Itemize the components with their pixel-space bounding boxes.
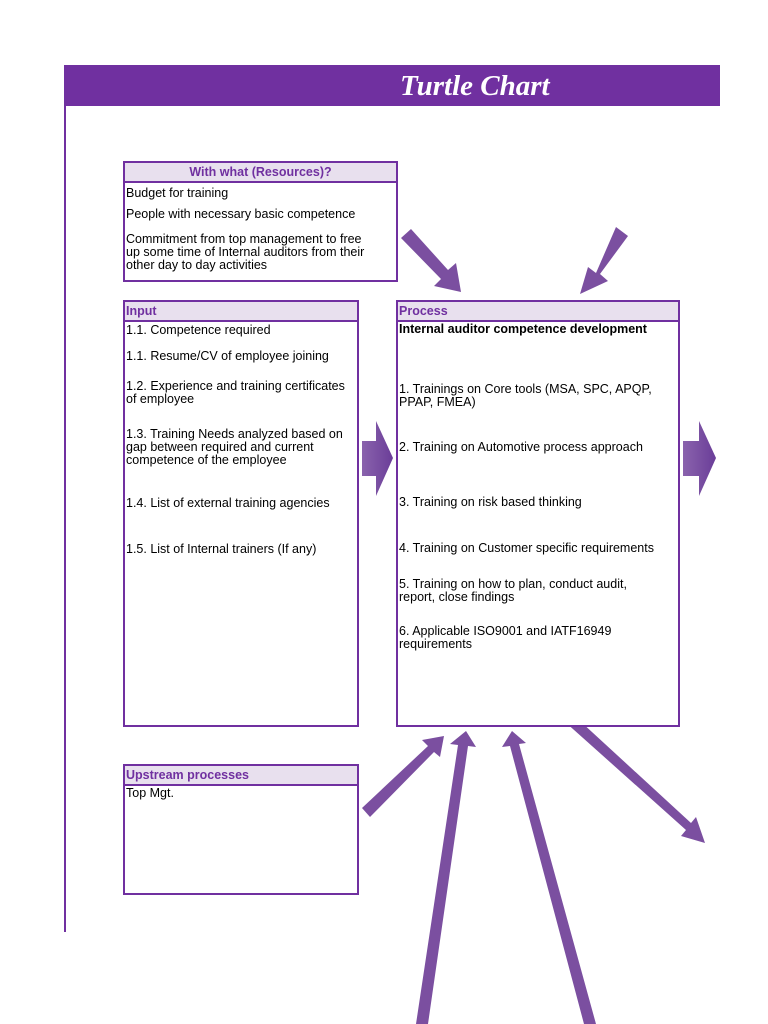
resources-item: Commitment from top management to free up some time of Internal auditors from their other day to day activities	[126, 232, 365, 272]
output-arrow	[683, 421, 716, 496]
input-item: 1.1. Resume/CV of employee joining	[126, 349, 329, 363]
input-item: 1.3. Training Needs analyzed based on gap between required and current competence of the employee	[126, 427, 343, 467]
upstream-header: Upstream processes	[125, 766, 357, 786]
input-header: Input	[125, 302, 357, 322]
input-item: 1.4. List of external training agencies	[126, 496, 330, 510]
input-to-process-arrow	[362, 421, 393, 496]
bottom-arrow-left	[416, 731, 476, 1024]
downstream-arrow	[564, 713, 705, 843]
input-item: 1.2. Experience and training certificates of employee	[126, 379, 345, 406]
process-item: 3. Training on risk based thinking	[399, 495, 582, 509]
process-name: Internal auditor competence development	[399, 322, 647, 336]
input-box	[123, 300, 359, 727]
process-box	[396, 300, 680, 727]
process-item: 2. Training on Automotive process approach	[399, 440, 643, 454]
upstream-arrow	[362, 736, 444, 817]
input-item: 1.5. List of Internal trainers (If any)	[126, 542, 317, 556]
process-header: Process	[398, 302, 678, 322]
resources-item: People with necessary basic competence	[126, 207, 356, 221]
upstream-box	[123, 764, 359, 895]
resources-box	[123, 161, 398, 282]
resources-arrow-left	[401, 229, 461, 292]
process-item: 5. Training on how to plan, conduct audit, report, close findings	[399, 577, 627, 604]
input-item: 1.1. Competence required	[126, 323, 271, 337]
process-item: 6. Applicable ISO9001 and IATF16949 requirements	[399, 624, 612, 651]
chart-title: Turtle Chart	[400, 70, 550, 102]
resources-arrow-right	[580, 227, 628, 294]
bottom-arrow-right	[502, 731, 596, 1024]
process-item: 1. Trainings on Core tools (MSA, SPC, APQP, PPAP, FMEA)	[399, 382, 652, 409]
upstream-item: Top Mgt.	[126, 786, 174, 800]
process-item: 4. Training on Customer specific requirements	[399, 541, 654, 555]
resources-header: With what (Resources)?	[125, 163, 396, 183]
resources-item: Budget for training	[126, 186, 229, 200]
